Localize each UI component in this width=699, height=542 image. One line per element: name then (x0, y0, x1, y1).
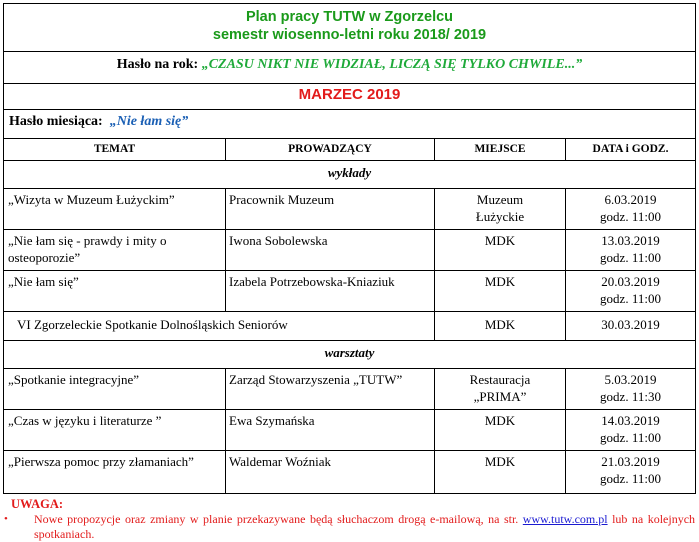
section-title: wykłady (327, 165, 372, 180)
table-row (4, 230, 696, 271)
time-text: godz. 11:00 (600, 250, 661, 265)
table-row (4, 410, 696, 451)
lead-cell (226, 271, 435, 312)
schedule-table (3, 3, 696, 494)
topic-cell: „Pierwsza pomoc przy złamaniach” (4, 451, 226, 494)
lead-cell: Waldemar Woźniak (226, 451, 435, 494)
notice-text-before: Nowe propozycje oraz zmiany w planie przekazywane będą słuchaczom drogą e-mailową, na str. (34, 512, 519, 526)
time-text: godz. 11:00 (600, 291, 661, 306)
col-header-date: DATA i GODZ. (566, 139, 696, 161)
topic-text: „Nie łam się - prawdy i mity o osteoporozie” (8, 233, 167, 265)
date-text: 5.03.2019 (604, 372, 657, 387)
section-row-workshops (4, 341, 696, 369)
lead-cell: Pracownik Muzeum (226, 189, 435, 230)
place-cell: MDK (435, 410, 566, 451)
place-cell (435, 369, 566, 410)
topic-cell (4, 230, 226, 271)
place-cell: MDK (435, 451, 566, 494)
schedule-sheet (3, 3, 695, 542)
date-text: 6.03.2019 (604, 192, 657, 207)
month-motto-row (4, 110, 696, 139)
time-text: godz. 11:00 (600, 209, 661, 224)
date-cell (566, 451, 696, 494)
date-cell (566, 189, 696, 230)
bullet-icon: • (4, 513, 8, 525)
place-cell: MDK (435, 230, 566, 271)
lead-cell: Zarząd Stowarzyszenia „TUTW” (226, 369, 435, 410)
topic-cell: „Nie łam się” (4, 271, 226, 312)
place-cell: MDK (435, 271, 566, 312)
place-cell (435, 189, 566, 230)
topic-cell: „Czas w języku i literaturze ” (4, 410, 226, 451)
date-text: 14.03.2019 (601, 413, 660, 428)
place-text: Restauracja „PRIMA” (469, 372, 531, 404)
table-row (4, 369, 696, 410)
notice-text-after: lub na kolejnych spotkaniach. (34, 512, 696, 541)
month-motto: „Nie łam się” (109, 114, 189, 129)
notice-line (3, 512, 695, 542)
date-text: 20.03.2019 (601, 274, 660, 289)
date-cell (566, 410, 696, 451)
col-header-place: MIEJSCE (435, 139, 566, 161)
website-link[interactable]: www.tutw.com.pl (522, 512, 608, 526)
month-title: MARZEC 2019 (298, 86, 401, 103)
month-row (4, 84, 696, 110)
lead-cell: Ewa Szymańska (226, 410, 435, 451)
topic-cell: „Spotkanie integracyjne” (4, 369, 226, 410)
year-motto-row (4, 52, 696, 84)
year-motto-label: Hasło na rok: (116, 57, 199, 72)
date-cell: 30.03.2019 (566, 312, 696, 341)
lead-cell: Iwona Sobolewska (226, 230, 435, 271)
page-title: Plan pracy TUTW w Zgorzelcu (245, 9, 454, 25)
page-subtitle: semestr wiosenno-letni roku 2018/ 2019 (212, 27, 487, 43)
notice-heading: UWAGA: (11, 497, 64, 511)
topic-cell: „Wizyta w Muzeum Łużyckim” (4, 189, 226, 230)
table-row (4, 189, 696, 230)
col-header-topic: TEMAT (4, 139, 226, 161)
place-text: Muzeum Łużyckie (475, 192, 525, 224)
date-cell (566, 369, 696, 410)
date-text: 13.03.2019 (601, 233, 660, 248)
lead-text: Izabela Potrzebowska-Kniaziuk (229, 274, 395, 289)
year-motto: „CZASU NIKT NIE WIDZIAŁ, LICZĄ SIĘ TYLKO CHWILE...” (201, 57, 583, 72)
table-row (4, 312, 696, 341)
col-header-lead: PROWADZĄCY (226, 139, 435, 161)
time-text: godz. 11:00 (600, 430, 661, 445)
date-text: 21.03.2019 (601, 454, 660, 469)
notice-text (34, 512, 695, 542)
table-row (4, 451, 696, 494)
section-title: warsztaty (324, 345, 375, 360)
title-row (4, 4, 696, 52)
date-cell (566, 230, 696, 271)
time-text: godz. 11:30 (600, 389, 661, 404)
date-cell (566, 271, 696, 312)
time-text: godz. 11:00 (600, 471, 661, 486)
column-header-row (4, 139, 696, 161)
section-row-lectures (4, 161, 696, 189)
table-row (4, 271, 696, 312)
month-motto-label: Hasło miesiąca: (9, 114, 103, 129)
place-cell: MDK (435, 312, 566, 341)
notice (3, 497, 695, 542)
topic-cell: VI Zgorzeleckie Spotkanie Dolnośląskich Seniorów (4, 312, 435, 341)
